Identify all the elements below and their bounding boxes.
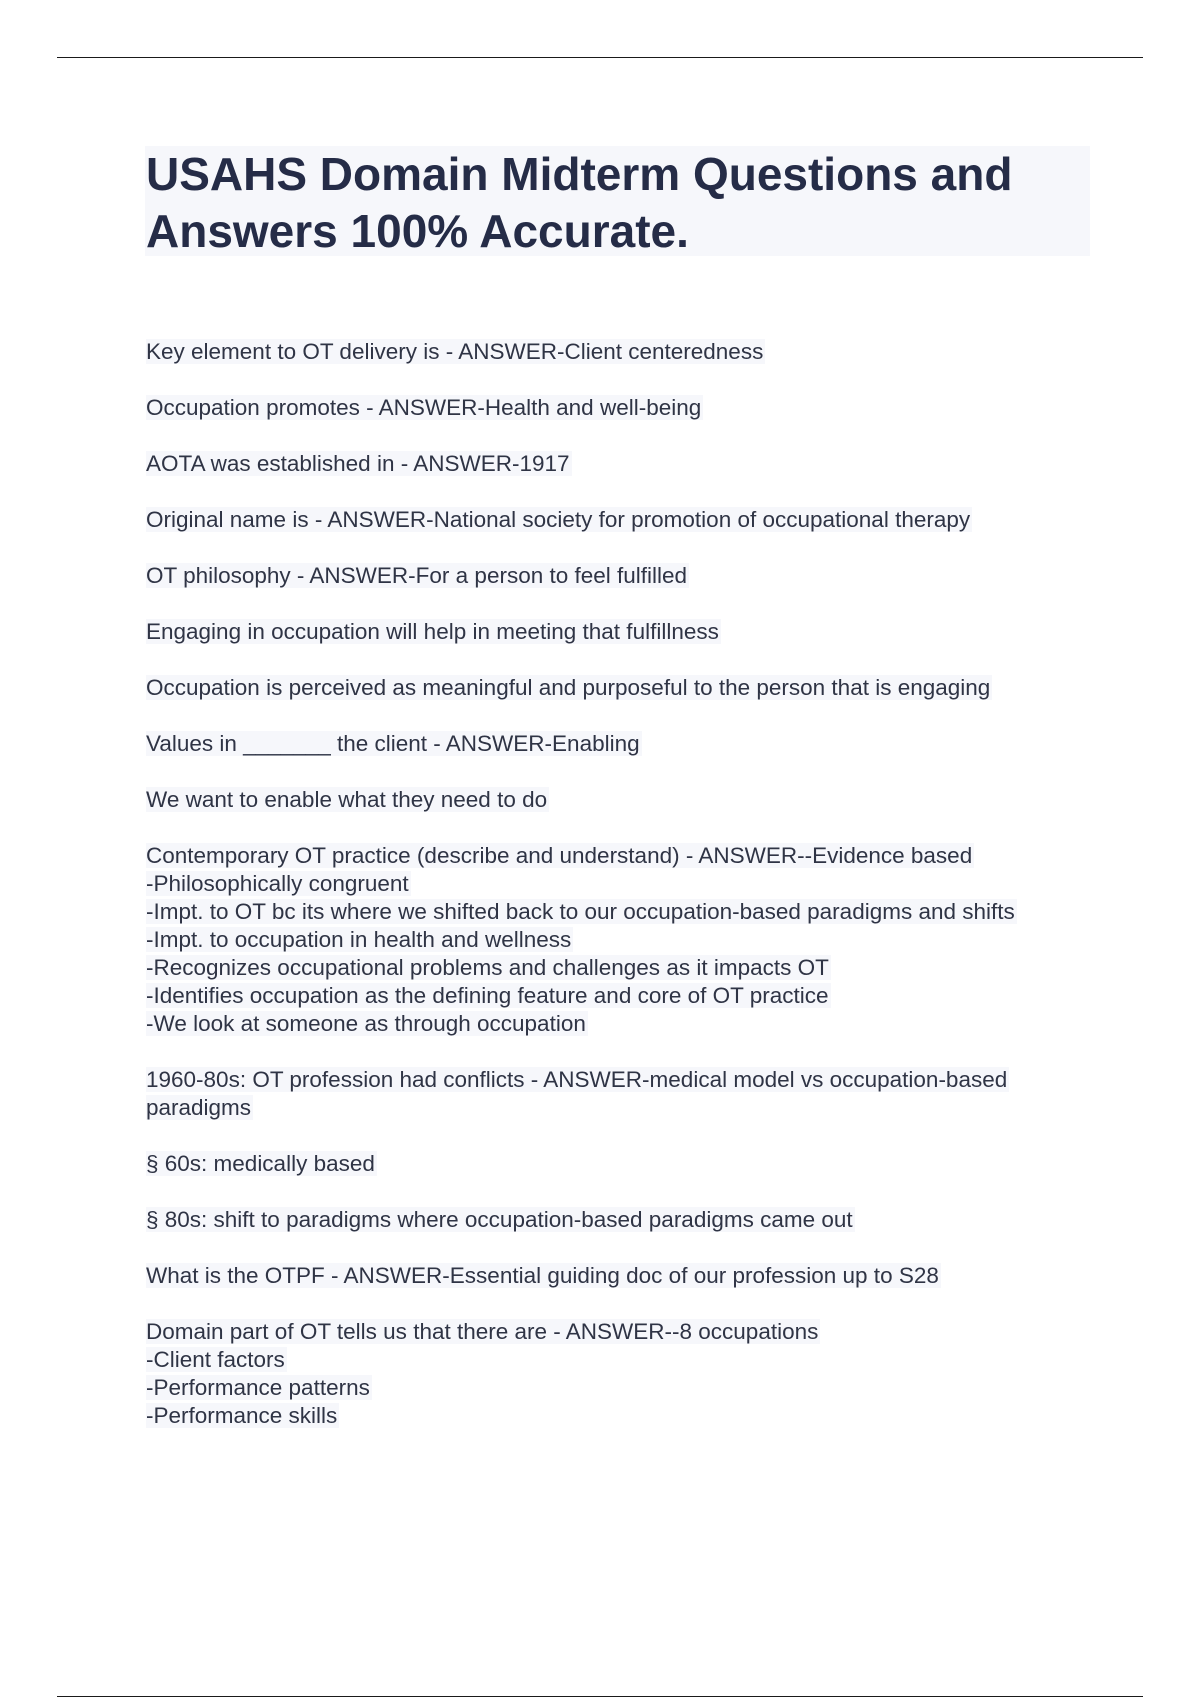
document-title: USAHS Domain Midterm Questions and Answers 100% Accurate. (146, 148, 1013, 257)
qa-line-text: -Philosophically congruent (146, 871, 409, 896)
qa-line-text: § 60s: medically based (146, 1151, 375, 1176)
qa-line-text: We want to enable what they need to do (146, 787, 548, 812)
qa-line (146, 982, 1096, 1010)
qa-entry (146, 562, 1096, 590)
qa-line-text: -We look at someone as through occupation (146, 1011, 586, 1036)
qa-line (146, 338, 1096, 366)
qa-line (146, 1206, 1096, 1234)
qa-line-text: AOTA was established in - ANSWER-1917 (146, 451, 570, 476)
qa-line (146, 1150, 1096, 1178)
qa-line (146, 1402, 1096, 1430)
qa-entry (146, 394, 1096, 422)
qa-line (146, 1318, 1096, 1346)
qa-line (146, 394, 1096, 422)
qa-line (146, 618, 1096, 646)
qa-line-text: Occupation promotes - ANSWER-Health and well-being (146, 395, 702, 420)
qa-entry (146, 1262, 1096, 1290)
qa-entry (146, 1150, 1096, 1178)
qa-line-text: paradigms (146, 1095, 252, 1120)
qa-line-text: -Identifies occupation as the defining feature and core of OT practice (146, 983, 829, 1008)
qa-entry (146, 338, 1096, 366)
qa-line (146, 954, 1096, 982)
qa-line-text: Key element to OT delivery is - ANSWER-Client centeredness (146, 339, 764, 364)
qa-line (146, 1346, 1096, 1374)
qa-line-text: OT philosophy - ANSWER-For a person to feel fulfilled (146, 563, 688, 588)
qa-line-text: Engaging in occupation will help in meeting that fulfillness (146, 619, 719, 644)
qa-line (146, 786, 1096, 814)
qa-line (146, 898, 1096, 926)
qa-line-text: Original name is - ANSWER-National society for promotion of occupational therapy (146, 507, 971, 532)
qa-entry (146, 786, 1096, 814)
qa-entry (146, 1318, 1096, 1430)
bottom-rule (57, 1696, 1143, 1697)
top-rule (57, 57, 1143, 58)
qa-list (146, 338, 1096, 1458)
qa-line (146, 1262, 1096, 1290)
qa-line (146, 674, 1096, 702)
qa-line-text: § 80s: shift to paradigms where occupation-based paradigms came out (146, 1207, 853, 1232)
qa-line (146, 1094, 1096, 1122)
qa-line-text: 1960-80s: OT profession had conflicts - ANSWER-medical model vs occupation-based (146, 1067, 1008, 1092)
qa-line (146, 1374, 1096, 1402)
qa-line-text: -Client factors (146, 1347, 285, 1372)
qa-entry (146, 730, 1096, 758)
qa-line-text: Values in _______ the client - ANSWER-Enabling (146, 731, 640, 756)
qa-entry (146, 506, 1096, 534)
qa-line (146, 506, 1096, 534)
qa-entry (146, 674, 1096, 702)
qa-line (146, 1066, 1096, 1094)
qa-line (146, 926, 1096, 954)
qa-entry (146, 618, 1096, 646)
qa-entry (146, 842, 1096, 1038)
qa-line-text: What is the OTPF - ANSWER-Essential guiding doc of our profession up to S28 (146, 1263, 939, 1288)
qa-entry (146, 1066, 1096, 1122)
qa-entry (146, 450, 1096, 478)
qa-line (146, 842, 1096, 870)
qa-line-text: -Recognizes occupational problems and challenges as it impacts OT (146, 955, 829, 980)
qa-line (146, 730, 1096, 758)
qa-line-text: -Impt. to OT bc its where we shifted back to our occupation-based paradigms and shifts (146, 899, 1015, 924)
qa-line-text: -Performance skills (146, 1403, 338, 1428)
qa-line (146, 562, 1096, 590)
qa-line (146, 1010, 1096, 1038)
qa-line-text: -Performance patterns (146, 1375, 370, 1400)
qa-line-text: Occupation is perceived as meaningful and purposeful to the person that is engaging (146, 675, 991, 700)
qa-line-text: Contemporary OT practice (describe and understand) - ANSWER--Evidence based (146, 843, 973, 868)
qa-line (146, 450, 1096, 478)
qa-line-text: Domain part of OT tells us that there are - ANSWER--8 occupations (146, 1319, 819, 1344)
qa-line-text: -Impt. to occupation in health and wellness (146, 927, 572, 952)
qa-entry (146, 1206, 1096, 1234)
qa-line (146, 870, 1096, 898)
